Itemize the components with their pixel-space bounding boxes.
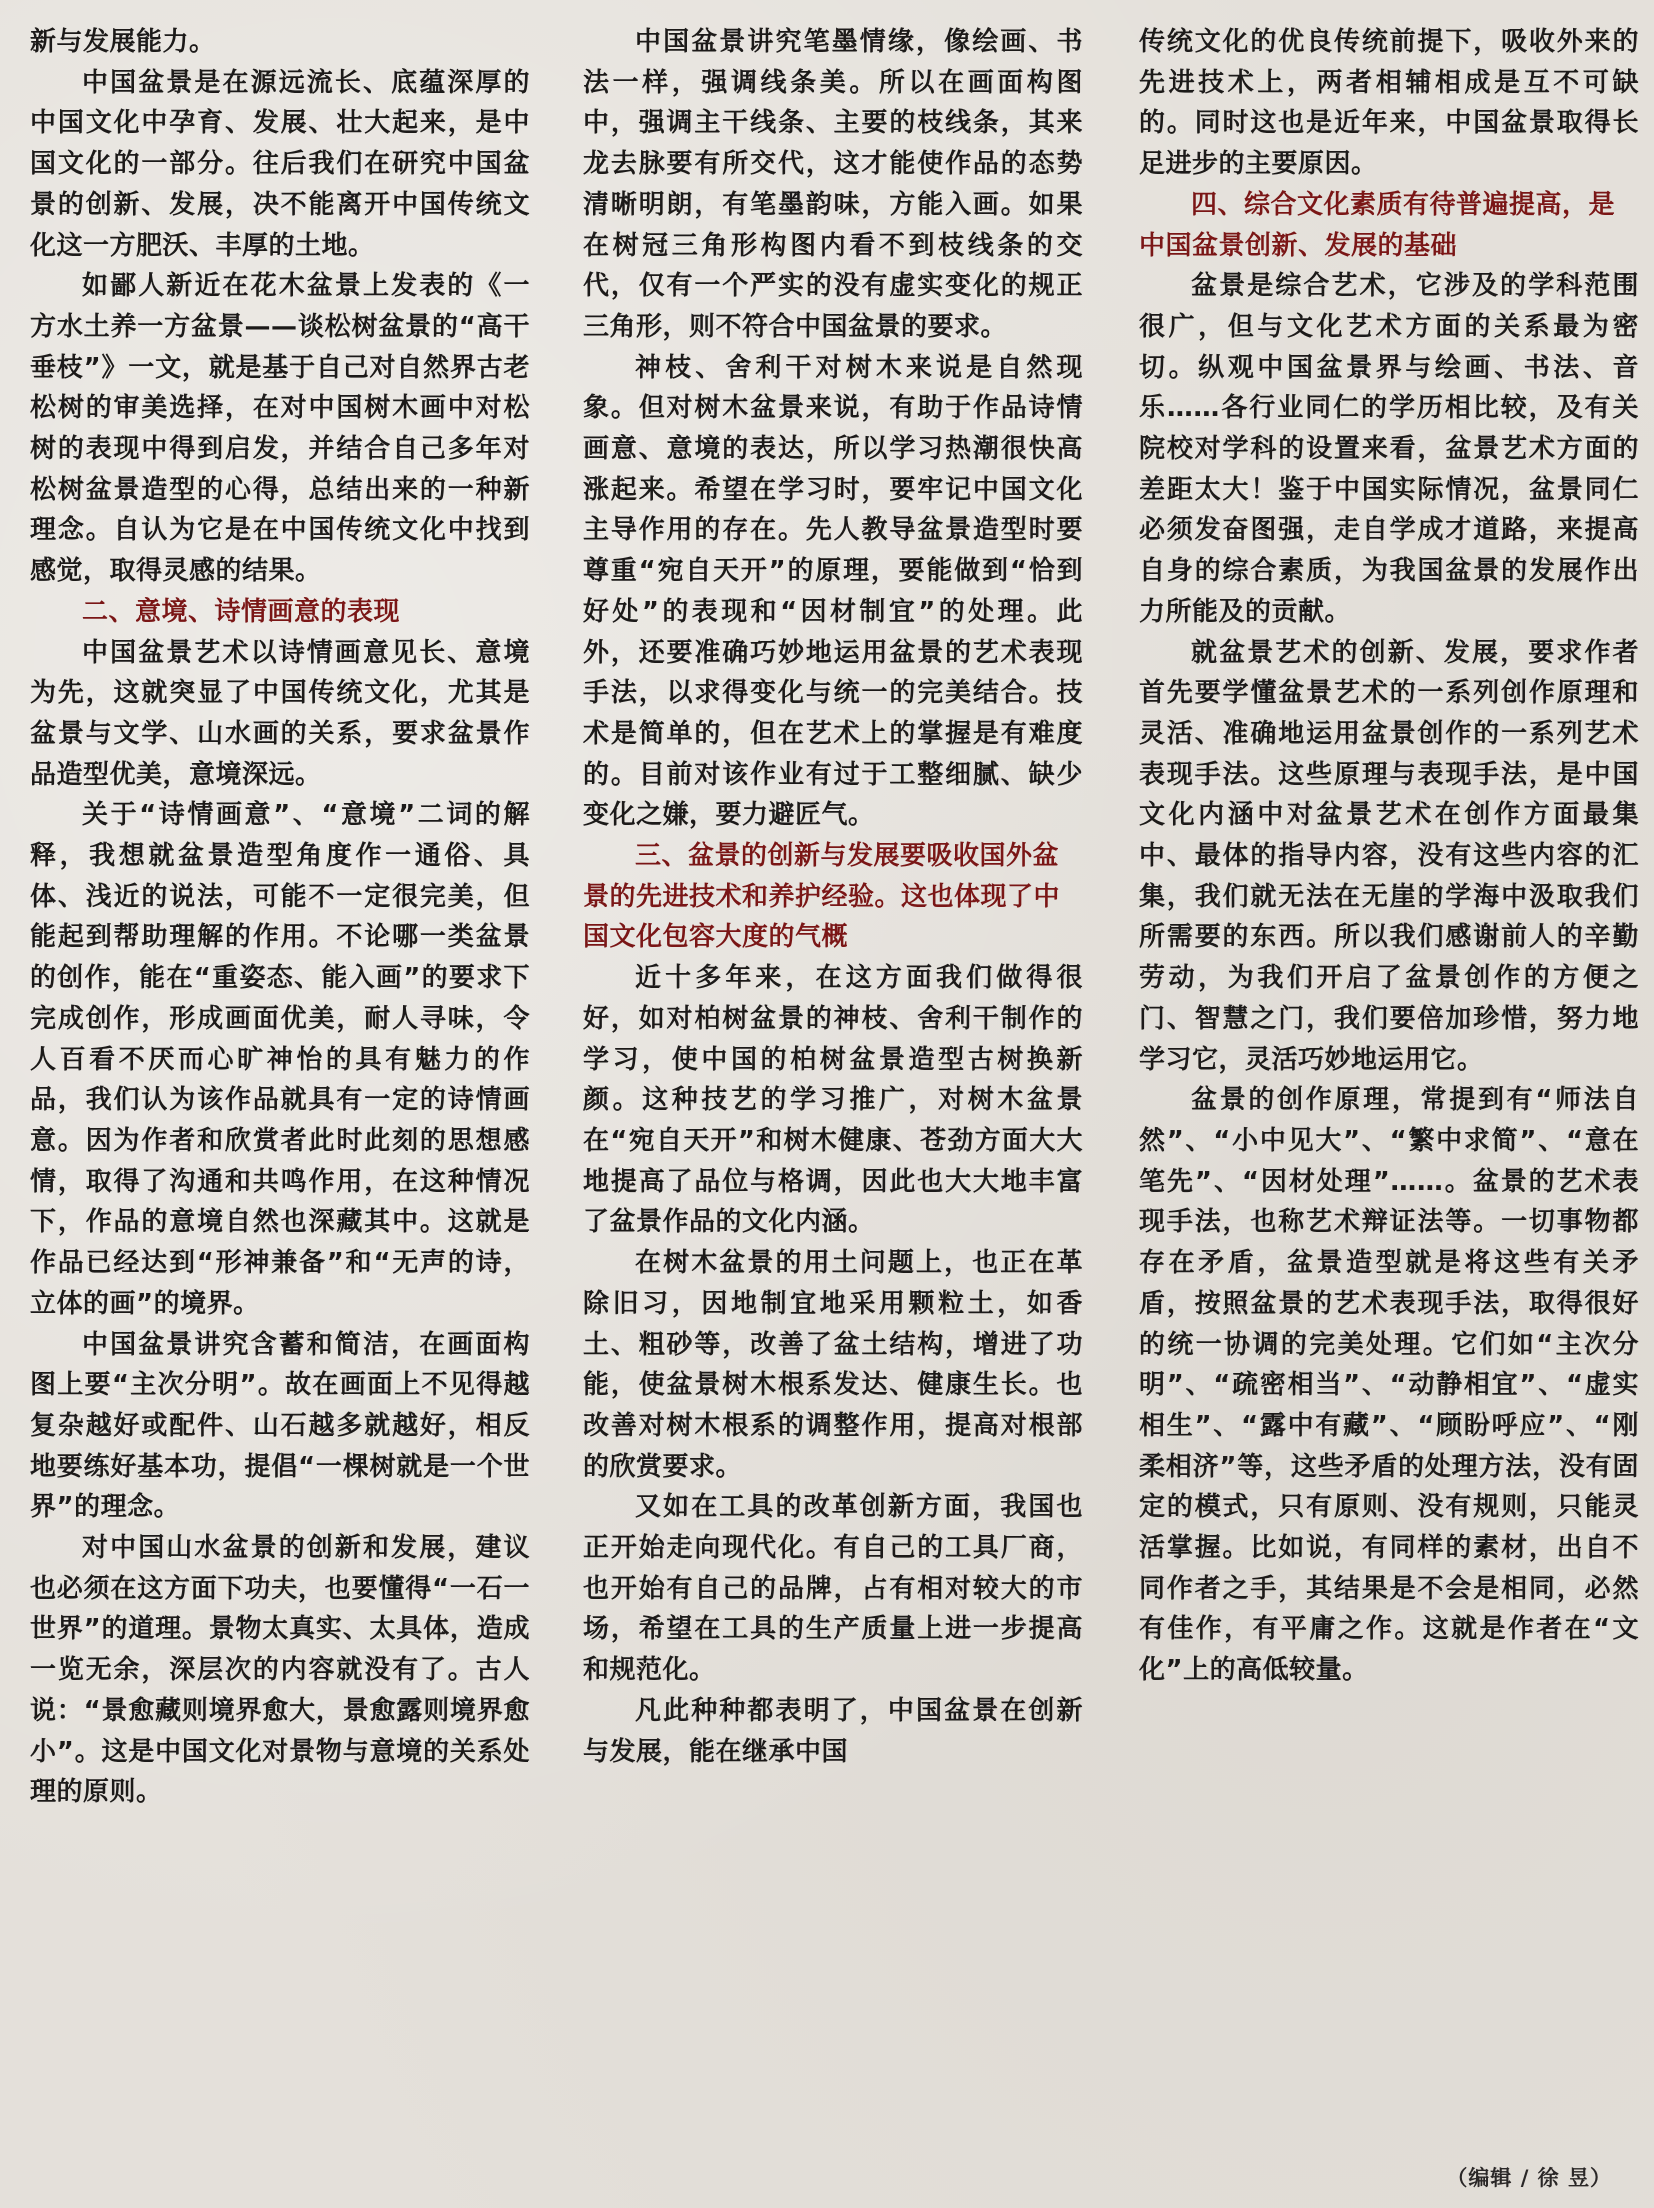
body-paragraph: 传统文化的优良传统前提下，吸收外来的先进技术上，两者相辅相成是互不可缺的。同时这也是近年来，中国盆景取得长足进步的主要原因。 bbox=[1139, 27, 1639, 180]
body-paragraph: 中国盆景讲究笔墨情缘，像绘画、书法一样，强调线条美。所以在画面构图中，强调主干线条、主要的枝线条，其来龙去脉要有所交代，这才能使作品的态势清晰明朗，有笔墨韵味，方能入画。如果在树冠三角形构图内看不到枝线条的交代，仅有一个严实的没有虚实变化的规正三角形，则不符合中国盆景的要求。 bbox=[583, 27, 1083, 342]
body-paragraph: 中国盆景艺术以诗情画意见长、意境为先，这就突显了中国传统文化，尤其是盆景与文学、山水画的关系，要求盆景作品造型优美，意境深远。 bbox=[30, 637, 530, 790]
body-paragraph: 神枝、舍利干对树木来说是自然现象。但对树木盆景来说，有助于作品诗情画意、意境的表达，所以学习热潮很快高涨起来。希望在学习时，要牢记中国文化主导作用的存在。先人教导盆景造型时要尊重“宛自天开”的原理，要能做到“恰到好处”的表现和“因材制宜”的处理。此外，还要准确巧妙地运用盆景的艺术表现手法，以求得变化与统一的完美结合。技术是简单的，但在艺术上的掌握是有难度的。目前对该作业有过于工整细腻、缺少变化之嫌，要力避匠气。 bbox=[583, 352, 1083, 831]
body-paragraph: 新与发展能力。 bbox=[30, 27, 216, 57]
body-paragraph: 中国盆景是在源远流长、底蕴深厚的中国文化中孕育、发展、壮大起来，是中国文化的一部分。往后我们在研究中国盆景的创新、发展，决不能离开中国传统文化这一方肥沃、丰厚的土地。 bbox=[30, 67, 530, 261]
body-paragraph: 就盆景艺术的创新、发展，要求作者首先要学懂盆景艺术的一系列创作原理和灵活、准确地运用盆景创作的一系列艺术表现手法。这些原理与表现手法，是中国文化内涵中对盆景艺术在创作方面最集中、最体的指导内容，没有这些内容的汇集，我们就无法在无崖的学海中汲取我们所需要的东西。所以我们感谢前人的辛勤劳动，为我们开启了盆景创作的方便之门、智慧之门，我们要倍加珍惜，努力地学习它，灵活巧妙地运用它。 bbox=[1139, 637, 1639, 1075]
body-paragraph: 近十多年来，在这方面我们做得很好，如对柏树盆景的神枝、舍利干制作的学习，使中国的柏树盆景造型古树换新颜。这种技艺的学习推广，对树木盆景在“宛自天开”和树木健康、苍劲方面大大地提高了品位与格调，因此也大大地丰富了盆景作品的文化内涵。 bbox=[583, 963, 1083, 1238]
body-paragraph: 盆景是综合艺术，它涉及的学科范围很广，但与文化艺术方面的关系最为密切。纵观中国盆景界与绘画、书法、音乐……各行业同仁的学历相比较，及有关院校对学科的设置来看，盆景艺术方面的差距太大！鉴于中国实际情况，盆景同仁必须发奋图强，走自学成才道路，来提高自身的综合素质，为我国盆景的发展作出力所能及的贡献。 bbox=[1139, 271, 1639, 627]
section-heading: 三、盆景的创新与发展要吸收国外盆景的先进技术和养护经验。这也体现了中国文化包容大度的气概 bbox=[583, 841, 1061, 953]
body-paragraph: 关于“诗情画意”、“意境”二词的解释，我想就盆景造型角度作一通俗、具体、浅近的说法，可能不一定很完美，但能起到帮助理解的作用。不论哪一类盆景的创作，能在“重姿态、能入画”的要求下完成创作，形成画面优美，耐人寻味，令人百看不厌而心旷神怡的具有魅力的作品，我们认为该作品就具有一定的诗情画意。因为作者和欣赏者此时此刻的思想感情，取得了沟通和共鸣作用，在这种情况下，作品的意境自然也深藏其中。这就是作品已经达到“形神兼备”和“无声的诗，立体的画”的境界。 bbox=[30, 800, 530, 1319]
body-paragraph: 对中国山水盆景的创新和发展，建议也必须在这方面下功夫，也要懂得“一石一世界”的道理。景物太真实、太具体，造成一览无余，深层次的内容就没有了。古人说：“景愈藏则境界愈大，景愈露则境界愈小”。这是中国文化对景物与意境的关系处理的原则。 bbox=[30, 1533, 530, 1808]
body-paragraph: 在树木盆景的用土问题上，也正在革除旧习，因地制宜地采用颗粒土，如香土、粗砂等，改善了盆土结构，增进了功能，使盆景树木根系发达、健康生长。也改善对树木根系的调整作用，提高对根部的欣赏要求。 bbox=[583, 1248, 1083, 1482]
body-paragraph: 凡此种种都表明了，中国盆景在创新与发展，能在继承中国 bbox=[583, 1695, 1083, 1767]
body-paragraph: 又如在工具的改革创新方面，我国也正开始走向现代化。有自己的工具厂商，也开始有自己的品牌，占有相对较大的市场，希望在工具的生产质量上进一步提高和规范化。 bbox=[583, 1492, 1083, 1686]
body-paragraph: 中国盆景讲究含蓄和简洁，在画面构图上要“主次分明”。故在画面上不见得越复杂越好或配件、山石越多就越好，相反地要练好基本功，提倡“一棵树就是一个世界”的理念。 bbox=[30, 1329, 530, 1523]
text-column-left bbox=[30, 22, 530, 2152]
editor-credit: （编辑 / 徐 昱） bbox=[1446, 2166, 1612, 2190]
text-column-middle bbox=[583, 22, 1083, 2152]
body-paragraph: 如鄙人新近在花木盆景上发表的《一方水土养一方盆景——谈松树盆景的“高干垂枝”》一文，就是基于自己对自然界古老松树的审美选择，在对中国树木画中对松树的表现中得到启发，并结合自己多年对松树盆景造型的心得，总结出来的一种新理念。自认为它是在中国传统文化中找到感觉，取得灵感的结果。 bbox=[30, 271, 530, 587]
section-heading: 二、意境、诗情画意的表现 bbox=[82, 596, 401, 627]
body-paragraph: 盆景的创作原理，常提到有“师法自然”、“小中见大”、“繁中求简”、“意在笔先”、“因材处理”……。盆景的艺术表现手法，也称艺术辩证法等。一切事物都存在矛盾，盆景造型就是将这些有关矛盾，按照盆景的艺术表现手法，取得很好的统一协调的完美处理。它们如“主次分明”、“疏密相当”、“动静相宜”、“虚实相生”、“露中有藏”、“顾盼呼应”、“刚柔相济”等，这些矛盾的处理方法，没有固定的模式，只有原则、没有规则，只能灵活掌握。比如说，有同样的素材，出自不同作者之手，其结果是不会是相同，必然有佳作，有平庸之作。这就是作者在“文化”上的高低较量。 bbox=[1139, 1085, 1639, 1686]
section-heading: 四、综合文化素质有待普遍提高，是中国盆景创新、发展的基础 bbox=[1139, 189, 1616, 261]
text-column-right bbox=[1139, 22, 1639, 2152]
